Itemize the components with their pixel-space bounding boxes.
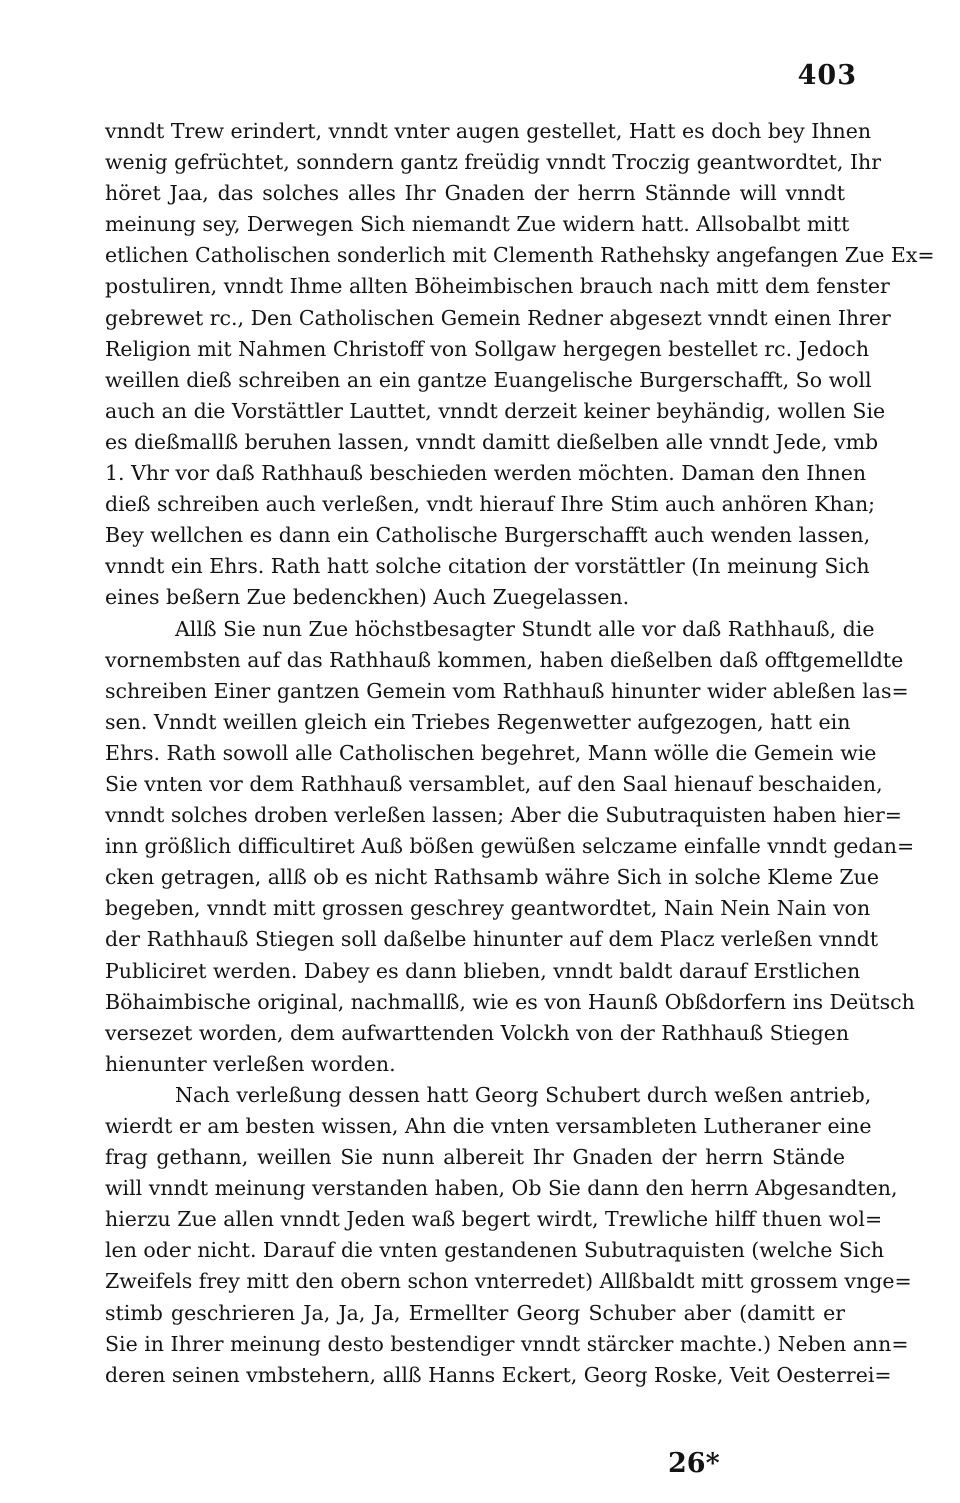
- text-line: etlichen Catholischen sonderlich mit Clementh Rathehsky angefangen Zue Ex=: [105, 243, 935, 268]
- text-line: deren seinen vmbstehern, allß Hanns Eckert, Georg Roske, Veit Oesterrei=: [105, 1362, 892, 1387]
- text-line: hierzu Zue allen vnndt Jeden waß begert wirdt, Trewliche hilff thuen wol=: [105, 1207, 883, 1232]
- text-line: dieß schreiben auch verleßen, vndt hierauf Ihre Stim auch anhören Khan;: [105, 492, 876, 517]
- signature-mark: 26*: [668, 1448, 720, 1479]
- text-line: Allß Sie nun Zue höchstbesagter Stundt alle vor daß Rathhauß, die: [175, 616, 875, 641]
- text-line: Böhaimbische original, nachmallß, wie es von Haunß Obßdorfern ins Deütsch: [105, 989, 915, 1014]
- text-line: wierdt er am besten wissen, Ahn die vnten versambleten Lutheraner eine: [105, 1114, 872, 1138]
- text-line: es dießmallß beruhen lassen, vnndt damitt dießelben alle vnndt Jede, vmb: [105, 429, 879, 454]
- text-line: cken getragen, allß ob es nicht Rathsamb währe Sich in solche Kleme Zue: [105, 865, 879, 890]
- text-line: Ehrs. Rath sowoll alle Catholischen begehret, Mann wölle die Gemein wie: [105, 740, 877, 765]
- text-line: eines beßern Zue bedenckhen) Auch Zuegelassen.: [105, 585, 630, 610]
- text-line: Nach verleßung dessen hatt Georg Schubert durch weßen antrieb,: [175, 1082, 872, 1107]
- text-line: vnndt solches droben verleßen lassen; Aber die Subutraquisten haben hier=: [105, 803, 902, 828]
- text-line: will vnndt meinung verstanden haben, Ob Sie dann den herrn Abgesandten,: [105, 1176, 898, 1201]
- text-line: wenig gefrüchtet, sonndern gantz freüdig vnndt Troczig geantwordtet, Ihr: [105, 150, 882, 175]
- text-line: 1. Vhr vor daß Rathhauß beschieden werden möchten. Daman den Ihnen: [105, 461, 867, 486]
- text-line: frag gethann, weillen Sie nunn albereit Ihr Gnaden der herrn Stände: [105, 1145, 845, 1170]
- text-line: vnndt Trew erindert, vnndt vnter augen gestellet, Hatt es doch bey Ihnen: [105, 119, 872, 143]
- body-text: [105, 116, 935, 1391]
- text-line: len oder nicht. Darauf die vnten gestandenen Subutraquisten (welche Sich: [105, 1238, 885, 1263]
- text-line: begeben, vnndt mitt grossen geschrey geantwordtet, Nain Nein Nain von: [105, 896, 871, 921]
- text-line: stimb geschrieren Ja, Ja, Ja, Ermellter Georg Schuber aber (damitt er: [105, 1300, 845, 1325]
- page-number: 403: [797, 60, 857, 91]
- text-line: weillen dieß schreiben an ein gantze Euangelische Burgerschafft, So woll: [105, 367, 872, 392]
- text-line: hienunter verleßen worden.: [105, 1051, 396, 1076]
- text-line: Zweifels frey mitt den obern schon vnterredet) Allßbaldt mitt grossem vnge=: [105, 1269, 912, 1294]
- text-line: Bey wellchen es dann ein Catholische Burgerschafft auch wenden lassen,: [105, 523, 871, 548]
- text-line: inn größlich difficultiret Auß bößen gewüßen selczame einfalle vnndt gedan=: [105, 834, 915, 859]
- text-line: Sie in Ihrer meinung desto bestendiger vnndt stärcker machte.) Neben ann=: [105, 1331, 909, 1356]
- text-line: sen. Vnndt weillen gleich ein Triebes Regenwetter aufgezogen, hatt ein: [105, 709, 851, 734]
- text-line: versezet worden, dem aufwarttenden Volckh von der Rathhauß Stiegen: [105, 1020, 850, 1045]
- text-line: vornembsten auf das Rathhauß kommen, haben dießelben daß offtgemelldte: [105, 647, 904, 672]
- text-line: Sie vnten vor dem Rathhauß versamblet, auf den Saal hienauf beschaiden,: [105, 771, 883, 796]
- text-line: meinung sey, Derwegen Sich niemandt Zue widern hatt. Allsobalbt mitt: [105, 212, 850, 237]
- text-line: der Rathhauß Stiegen soll daßelbe hinunter auf dem Placz verleßen vnndt: [105, 927, 879, 952]
- text-line: postuliren, vnndt Ihme allten Böheimbischen brauch nach mitt dem fenster: [105, 274, 890, 299]
- text-line: schreiben Einer gantzen Gemein vom Rathhauß hinunter wider ableßen las=: [105, 678, 909, 703]
- text-line: vnndt ein Ehrs. Rath hatt solche citation der vorstättler (In meinung Sich: [105, 554, 870, 579]
- text-line: gebrewet rc., Den Catholischen Gemein Redner abgesezt vnndt einen Ihrer: [105, 305, 891, 330]
- text-line: höret Jaa, das solches alles Ihr Gnaden der herrn Stännde will vnndt: [105, 181, 845, 206]
- text-line: Religion mit Nahmen Christoff von Sollgaw hergegen bestellet rc. Jedoch: [105, 336, 870, 361]
- text-line: auch an die Vorstättler Lauttet, vnndt derzeit keiner beyhändig, wollen Sie: [105, 398, 886, 423]
- text-line: Publiciret werden. Dabey es dann blieben, vnndt baldt darauf Erstlichen: [105, 958, 861, 983]
